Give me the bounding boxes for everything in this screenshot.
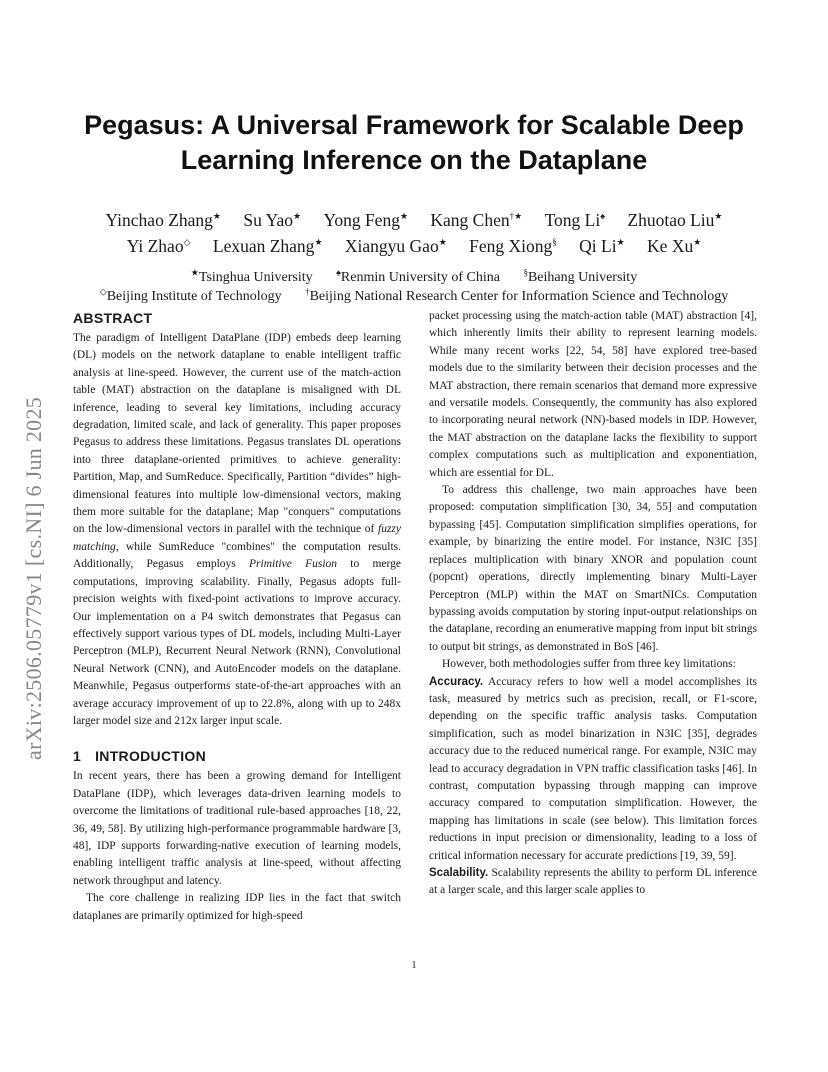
author: Lexuan Zhang★ — [212, 235, 323, 256]
author: Yi Zhao◇ — [126, 235, 191, 256]
affiliation: §Beihang University — [523, 267, 638, 285]
page-number: 1 — [411, 960, 417, 971]
affiliation: ★Tsinghua University — [190, 267, 313, 285]
abstract-heading: ABSTRACT — [73, 310, 153, 326]
author: Xiangyu Gao★ — [344, 235, 447, 256]
affiliations-row-2 — [40, 282, 788, 306]
right-column — [429, 308, 757, 900]
left-column — [73, 308, 401, 925]
author: Su Yao★ — [243, 209, 302, 230]
author-list-row-2 — [40, 229, 788, 259]
scalability-label: Scalability. — [429, 867, 489, 879]
affiliation: ♠Renmin University of China — [336, 267, 500, 285]
affiliation: ◇Beijing Institute of Technology — [99, 286, 282, 304]
body-paragraph-1: packet processing using the match-action table (MAT) abstraction [4], which inherently limits their ability to represent learning models. While many recent works [22, 54, 58] have explored tree-based models due to the similarity between their decision processes and the MAT abstraction, there remain scenarios that demand more expressive and versatile models. Consequently, the community has also explored to incorporating neural network (NN)-based models in IDP. However, the MAT abstraction on the dataplane lacks the flexibility to support complex computations such as multiplication and exponentiation, which are essential for DL. — [429, 310, 757, 479]
introduction-heading — [73, 746, 401, 766]
author: Qi Li★ — [579, 235, 625, 256]
section-number: 1 — [73, 748, 82, 765]
author: Ke Xu★ — [647, 235, 702, 256]
intro-paragraph-2: The core challenge in realizing IDP lies in the fact that switch dataplanes are primarily optimized for high-speed — [73, 892, 401, 922]
emphasis-fuzzy-matching: fuzzy matching — [73, 523, 401, 553]
body-paragraph-3: However, both methodologies suffer from three key limitations: — [442, 658, 736, 671]
scalability-paragraph: Scalability. Scalability represents the ability to perform DL inference at a larger scale, and this larger scale applies to — [429, 867, 757, 897]
author: Feng Xiong§ — [469, 235, 557, 256]
title-line-2: Learning Inference on the Dataplane — [180, 145, 648, 175]
author: Zhuotao Liu★ — [627, 209, 723, 230]
paper-title — [60, 108, 768, 178]
body-paragraph-2: To address this challenge, two main approaches have been proposed: computation simplification [30, 34, 55] and computation bypassing [45]. Computation simplification simplifies operations, for example, by binarizing the entire model. For instance, N3IC [35] replaces multiplication with binary XNOR and population count (popcnt) operations, directly implementing binary Multi-Layer Perceptron (MLP) within the MAT on SmartNICs. Computation bypassing avoids computation by storing input-output relationships on the dataplane, recording an enumerative mapping from input bit strings to output bit strings, as demonstrated in BoS [46]. — [429, 484, 757, 653]
author: Kang Chen†★ — [430, 209, 523, 230]
author: Tong Li♠ — [544, 209, 606, 230]
arxiv-identifier-stamp: arXiv:2506.05779v1 [cs.NI] 6 Jun 2025 — [21, 396, 46, 760]
author: Yong Feng★ — [323, 209, 409, 230]
affiliation: †Beijing National Research Center for Information Science and Technology — [305, 286, 729, 304]
accuracy-label: Accuracy. — [429, 675, 484, 688]
abstract-paragraph: The paradigm of Intelligent DataPlane (IDP) embeds deep learning (DL) models on the network dataplane to enable intelligent traffic analysis at line-speed. However, the current use of the match-action table (MAT) abstraction on the dataplane is misaligned with DL inference, leading to several key limitations, including accuracy degradation, limited scale, and lack of generality. This paper proposes Pegasus to address these limitations. Pegasus translates DL operations into three dataplane-oriented primitives to achieve generality: Partition, Map, and SumReduce. Specifically, Partition “divides” high-dimensional features into multiple low-dimensional vectors, making them more suitable for the dataplane; Map "conquers" computations on the low-dimensional vectors in parallel with the technique of fuzzy matching, while SumReduce "combines" the computation results. Additionally, Pegasus employs Primitive Fusion to merge computations, improving scalability. Finally, Pegasus adopts full-precision weights with fixed-point activations to improve accuracy. Our implementation on a P4 switch demonstrates that Pegasus can effectively support various types of DL models, including Multi-Layer Perceptron (MLP), Recurrent Neural Network (RNN), Convolutional Neural Network (CNN), and AutoEncoder models on the dataplane. Meanwhile, Pegasus outperforms state-of-the-art approaches with an average accuracy improvement of up to 22.8%, along with up to 248x larger model size and 212x larger input scale. — [73, 332, 401, 727]
accuracy-paragraph: Accuracy. Accuracy refers to how well a model accomplishes its task, measured by metrics such as precision, recall, or F1-score, depending on the specific traffic analysis tasks. Computation simplification, such as model binarization in N3IC [35], degrades accuracy due to the reduced numerical range. For example, N3IC may lead to accuracy degradation in VPN traffic classification tasks [46]. In contrast, computation bypassing through mapping can improve accuracy compared to computation simplification. However, the mapping has limitations in scale (see below). This limitation forces reductions in input precision or dimensionality, leading to a loss of critical information necessary for accurate predictions [19, 39, 59]. — [429, 675, 757, 862]
title-line-1: Pegasus: A Universal Framework for Scalable Deep — [84, 110, 744, 140]
emphasis-primitive-fusion: Primitive Fusion — [249, 558, 338, 571]
intro-paragraph-1: In recent years, there has been a growing demand for Intelligent DataPlane (IDP), which leverages data-driven learning models to overcome the limitations of traditional rule-based approaches [18, 22, 36, 49, 58]. By utilizing high-performance programmable hardware [3, 48], IDP supports forwarding-native execution of learning models, enabling intelligent traffic analysis at line-speed, without affecting network throughput and latency. — [73, 770, 401, 887]
author: Yinchao Zhang★ — [105, 209, 221, 230]
section-title: INTRODUCTION — [95, 748, 207, 765]
